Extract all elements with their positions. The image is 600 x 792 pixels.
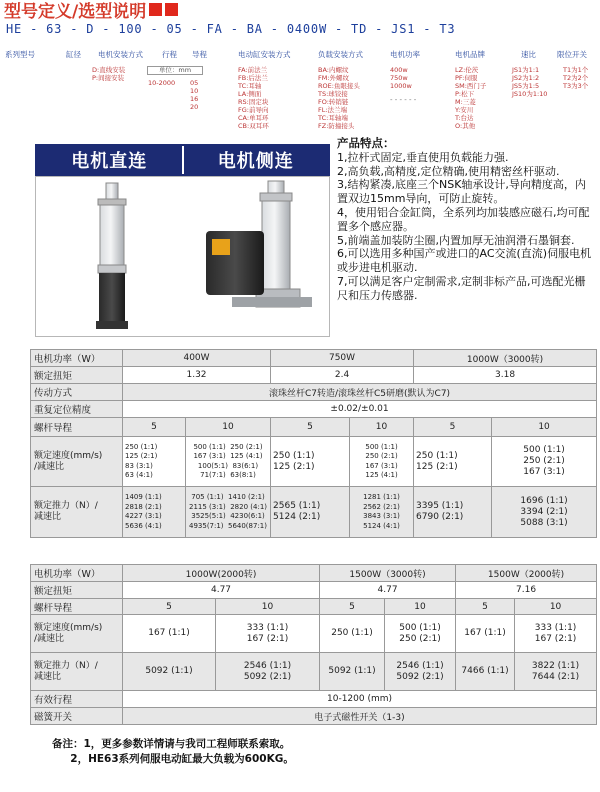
row-label: 额定推力（N）/ 减速比 [31, 653, 123, 691]
table-row [31, 401, 597, 418]
table-cell: 250 (1:1) 125 (2:1) [271, 437, 350, 487]
table-row [31, 653, 597, 691]
table-cell: 400W [123, 350, 271, 367]
table-cell: 2565 (1:1) 5124 (2:1) [271, 487, 350, 538]
load-mount-options: BA:内螺纹 FM:外螺纹 ROE:鱼眼接头 TS:球铰接 FO:转销链 FL:法兰端 TC:耳轴端 FZ:防撞接头 [318, 66, 360, 130]
table-cell: 5 [456, 599, 515, 615]
table-row [31, 367, 597, 384]
side-actuator-image [206, 181, 312, 307]
table-cell: 10 [385, 599, 456, 615]
banner-side-label: 电机侧连 [217, 151, 294, 172]
row-label: 额定扭矩 [31, 367, 123, 384]
table-cell: 1500W（2000转) [456, 565, 597, 582]
table-cell: 3822 (1:1) 7644 (2:1) [515, 653, 597, 691]
label-power: 电机功率 [390, 50, 420, 59]
table-cell: 333 (1:1) 167 (2:1) [216, 615, 320, 653]
table-cell: 3.18 [414, 367, 597, 384]
limit-options: T1为1个 T2为2个 T3为3个 [563, 66, 589, 90]
table-cell: 10 [350, 418, 414, 437]
table-row [31, 350, 597, 367]
row-label: 螺杆导程 [31, 599, 123, 615]
label-brand: 电机品牌 [455, 50, 485, 59]
row-label: 额定推力（N）/ 减速比 [31, 487, 123, 538]
table-cell: 1000W（3000转) [414, 350, 597, 367]
label-limit: 限位开关 [557, 50, 587, 59]
feature-item: 3,结构紧凑,底座三个NSK轴承设计,导向精度高，内置双边15mm导向，可防止旋转。 [337, 178, 586, 206]
table-row [31, 487, 597, 538]
lead-options: 05 10 16 20 [190, 79, 199, 111]
brand-options: LZ:伦茨 PF:伺服 SM:西门子 P:松下 M:三菱 Y:安川 T:台达 O:其他 [455, 66, 487, 130]
table-cell: 4.77 [123, 582, 320, 599]
table-cell: 10 [492, 418, 597, 437]
motor-mount-options: D:直线安装 P:间接安装 [92, 66, 126, 82]
table-cell: 5092 (1:1) [320, 653, 385, 691]
table-cell: 滚珠丝杆C7转造/滚珠丝杆C5研磨(默认为C7) [123, 384, 597, 401]
spec-table-2 [30, 564, 597, 725]
page-title-text: 型号定义/选型说明 [4, 1, 147, 22]
table-cell: 7466 (1:1) [456, 653, 515, 691]
table-cell: 1000W(2000转) [123, 565, 320, 582]
table-cell: 5 [320, 599, 385, 615]
red-square-icon [149, 3, 162, 16]
table-cell: 10 [515, 599, 597, 615]
table-cell: 10-1200 (mm) [123, 691, 597, 708]
table-cell: 5 [414, 418, 492, 437]
cyl-mount-options: FA:前法兰 FB:后法兰 TC:耳轴 LA:侧面 RS:固定块 FG:前导向 CA:单耳环 CB:双耳环 [238, 66, 269, 130]
table-cell: 1.32 [123, 367, 271, 384]
table-cell: 2546 (1:1) 5092 (2:1) [216, 653, 320, 691]
label-stroke: 行程 [162, 50, 177, 59]
table-cell: 167 (1:1) [456, 615, 515, 653]
label-ratio: 速比 [521, 50, 536, 59]
table-cell: 5 [271, 418, 350, 437]
table-row [31, 691, 597, 708]
row-label: 有效行程 [31, 691, 123, 708]
table-cell: 750W [271, 350, 414, 367]
table-row [31, 708, 597, 725]
remarks: 备注：1，更多参数详情请与我司工程师联系索取。 2，HE63系列伺服电动缸最大负载为600KG。 [52, 738, 294, 765]
row-label: 传动方式 [31, 384, 123, 401]
red-square-icon [165, 3, 178, 16]
banner-direct-label: 电机直连 [71, 151, 148, 172]
row-label: 额定扭矩 [31, 582, 123, 599]
table-cell: 2.4 [271, 367, 414, 384]
table-cell: 500 (1:1) 250 (2:1) 167 (3:1) [492, 437, 597, 487]
feature-item: 7,可以满足客户定制需求,定制非标产品,可选配光栅尺和压力传感器. [337, 274, 586, 302]
table-cell: 5 [123, 599, 216, 615]
table-cell: 500 (1:1) 250 (2:1) 167 (3:1) 125 (4:1) 100(5:1) 83(6:1) 71(7:1) 63(8:1) [186, 437, 271, 487]
table-cell: 167 (1:1) [123, 615, 216, 653]
direct-actuator-image [96, 183, 128, 329]
feature-item: 4，使用铝合金缸筒，全系列均加装感应磁石,均可配置多个感应器。 [337, 205, 590, 233]
features-heading: 产品特点： [337, 136, 395, 150]
page-title [4, 0, 178, 20]
stroke-range: 10-2000 [148, 79, 176, 87]
table-cell: 1500W（3000转) [320, 565, 456, 582]
label-load-mount: 负载安装方式 [318, 50, 363, 59]
power-more-dots: - - - - - - [390, 96, 417, 104]
table-cell: 705 (1:1) 1410 (2:1) 2115 (3:1) 2820 (4:1) 3525(5:1) 4230(6:1) 4935(7:1) 5640(87:1) [186, 487, 271, 538]
label-cyl-mount: 电动缸安装方式 [238, 50, 291, 59]
table-cell: 7.16 [456, 582, 597, 599]
table-cell: ±0.02/±0.01 [123, 401, 597, 418]
feature-item: 6,可以选用多种国产或进口的AC交流(直流)伺服电机或步进电机驱动. [337, 247, 592, 275]
product-images [35, 176, 330, 337]
row-label: 额定速度(mm/s) /减速比 [31, 437, 123, 487]
table-row [31, 615, 597, 653]
row-label: 电机功率（W） [31, 350, 123, 367]
feature-item: 1,拉杆式固定,垂直使用负载能力强. [337, 150, 509, 164]
table-cell: 1409 (1:1) 2818 (2:1) 4227 (3:1) 5636 (4:1) [123, 487, 186, 538]
table-cell: 333 (1:1) 167 (2:1) [515, 615, 597, 653]
label-lead: 导程 [192, 50, 207, 59]
row-label: 电机功率（W） [31, 565, 123, 582]
label-series: 系列型号 [5, 50, 35, 59]
table-cell: 250 (1:1) 125 (2:1) [414, 437, 492, 487]
product-features [337, 137, 596, 303]
table-cell: 250 (1:1) 125 (2:1) 83 (3:1) 63 (4:1) [123, 437, 186, 487]
table-cell: 500 (1:1) 250 (2:1) [385, 615, 456, 653]
power-options: 400w 750w 1000w [390, 66, 412, 90]
table-cell: 500 (1:1) 250 (2:1) 167 (3:1) 125 (4:1) [350, 437, 414, 487]
table-cell: 250 (1:1) [320, 615, 385, 653]
ratio-options: JS1为1:1 JS2为1:2 JS5为1:5 JS10为1:10 [512, 66, 548, 98]
row-label: 螺杆导程 [31, 418, 123, 437]
table-row [31, 565, 597, 582]
unit-box: 单位：mm [147, 66, 203, 75]
table-cell: 1281 (1:1) 2562 (2:1) 3843 (3:1) 5124 (4:1) [350, 487, 414, 538]
row-label: 重复定位精度 [31, 401, 123, 418]
table-cell: 5 [123, 418, 186, 437]
feature-item: 5,前端盖加装防尘圈,内置加厚无油润滑石墨铜套. [337, 233, 575, 247]
table-cell: 电子式磁性开关（1-3) [123, 708, 597, 725]
table-row [31, 384, 597, 401]
table-row [31, 418, 597, 437]
model-code: HE - 63 - D - 100 - 05 - FA - BA - 0400W - TD - JS1 - T3 [6, 22, 456, 36]
table-row [31, 437, 597, 487]
row-label: 额定速度(mm/s) /减速比 [31, 615, 123, 653]
table-row [31, 582, 597, 599]
table-cell: 4.77 [320, 582, 456, 599]
row-label: 磁簧开关 [31, 708, 123, 725]
table-cell: 10 [216, 599, 320, 615]
feature-item: 2,高负载,高精度,定位精确,使用精密丝杆驱动. [337, 164, 560, 178]
table-cell: 2546 (1:1) 5092 (2:1) [385, 653, 456, 691]
mount-type-banner [35, 144, 330, 176]
table-cell: 5092 (1:1) [123, 653, 216, 691]
table-cell: 10 [186, 418, 271, 437]
table-cell: 1696 (1:1) 3394 (2:1) 5088 (3:1) [492, 487, 597, 538]
actuator-illustration [36, 177, 331, 338]
label-motor-mount: 电机安装方式 [98, 50, 143, 59]
table-cell: 3395 (1:1) 6790 (2:1) [414, 487, 492, 538]
table-row [31, 599, 597, 615]
spec-table-1 [30, 349, 597, 538]
label-bore: 缸径 [66, 50, 81, 59]
